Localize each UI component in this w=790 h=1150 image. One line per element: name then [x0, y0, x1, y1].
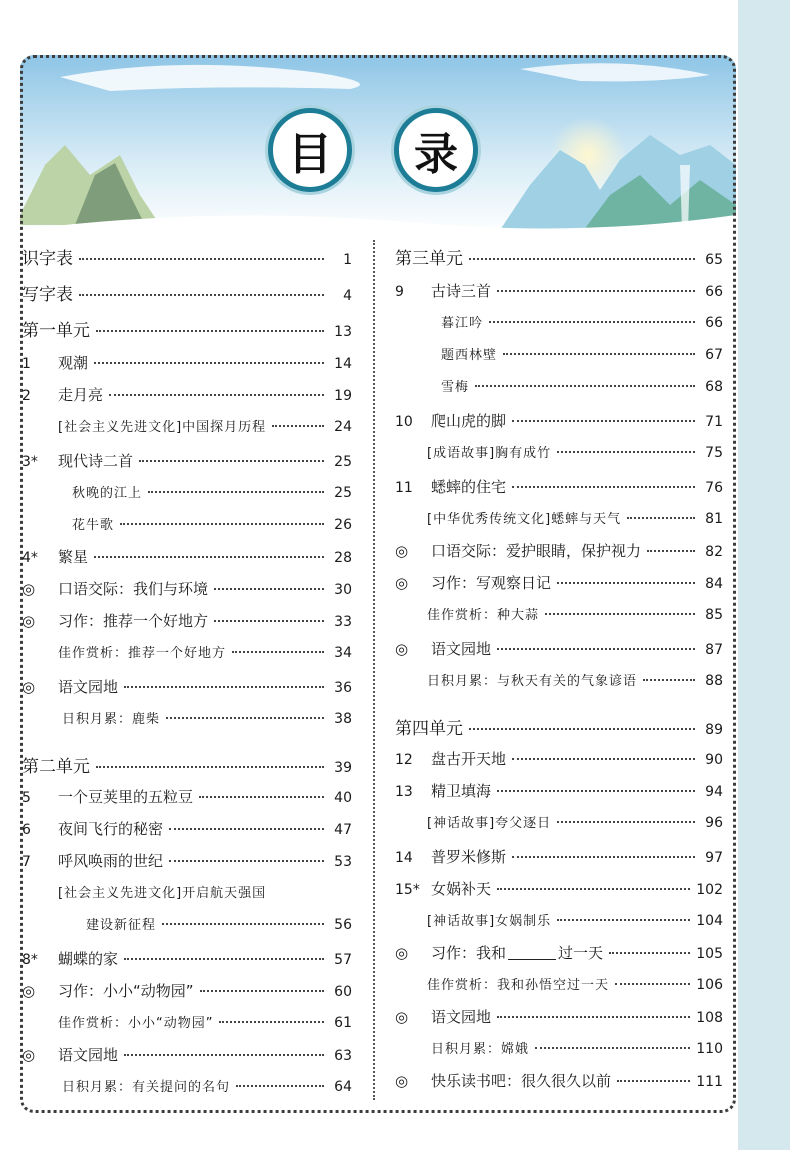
toc-entry[interactable]: ◎ 习作：小小“动物园” 60: [22, 982, 352, 1000]
page-title: [268, 108, 478, 192]
toc-entry[interactable]: ◎ 快乐读书吧：很久很久以前 111: [395, 1072, 723, 1090]
toc-entry[interactable]: 佳作赏析：推荐一个好地方 34: [58, 645, 352, 661]
toc-entry[interactable]: ◎ 口语交际：我们与环境 30: [22, 580, 352, 598]
toc-entry[interactable]: 佳作赏析：我和孙悟空过一天 106: [427, 977, 723, 993]
toc-entry[interactable]: 15* 女娲补天 102: [395, 880, 723, 898]
toc-entry[interactable]: 佳作赏析：种大蒜 85: [427, 607, 723, 623]
toc-entry[interactable]: 3* 现代诗二首 25: [22, 452, 352, 470]
toc-entry[interactable]: 7 呼风唤雨的世纪 53: [22, 852, 352, 870]
toc-entry[interactable]: 佳作赏析：小小“动物园” 61: [58, 1015, 352, 1031]
toc-entry[interactable]: 日积月累：有关提问的名句 64: [62, 1079, 352, 1095]
fill-blank: [508, 959, 556, 960]
toc-entry[interactable]: ◎ 语文园地 36: [22, 678, 352, 696]
toc-entry[interactable]: ◎ 习作：推荐一个好地方 33: [22, 612, 352, 630]
toc-entry[interactable]: 识字表 1: [22, 249, 352, 269]
toc-entry[interactable]: 写字表 4: [22, 285, 352, 305]
right-strip: [738, 0, 790, 1150]
toc-entry[interactable]: 日积月累：与秋天有关的气象谚语 88: [427, 673, 723, 689]
toc-entry[interactable]: 8* 蝴蝶的家 57: [22, 950, 352, 968]
toc-entry[interactable]: 11 蟋蟀的住宅 76: [395, 478, 723, 496]
toc-entry[interactable]: [中华优秀传统文化]蟋蟀与天气 81: [427, 511, 723, 527]
toc-entry[interactable]: 日积月累：鹿柴 38: [62, 711, 352, 727]
toc-entry[interactable]: 第一单元 13: [22, 321, 352, 341]
toc-entry[interactable]: [社会主义先进文化]中国探月历程 24: [58, 419, 352, 435]
column-divider: [373, 240, 375, 1100]
toc-entry[interactable]: ◎ 语文园地 63: [22, 1046, 352, 1064]
toc-entry[interactable]: 暮江吟 66: [441, 315, 723, 331]
toc-entry[interactable]: ◎ 口语交际：爱护眼睛，保护视力 82: [395, 542, 723, 560]
toc-entry[interactable]: 第三单元 65: [395, 249, 723, 269]
toc-entry[interactable]: 建设新征程 56: [86, 917, 352, 933]
toc-entry[interactable]: 题西林壁 67: [441, 347, 723, 363]
toc-entry[interactable]: [社会主义先进文化]开启航天强国: [58, 886, 267, 901]
toc-entry[interactable]: ◎ 习作：我和 过一天 105: [395, 944, 723, 962]
toc-entry[interactable]: 雪梅 68: [441, 379, 723, 395]
toc-entry[interactable]: 1 观潮 14: [22, 354, 352, 372]
toc-entry[interactable]: 第二单元 39: [22, 757, 352, 777]
toc-entry[interactable]: 2 走月亮 19: [22, 386, 352, 404]
toc-entry[interactable]: 秋晚的江上 25: [72, 485, 352, 501]
toc-entry[interactable]: 14 普罗米修斯 97: [395, 848, 723, 866]
title-char-1: 目: [268, 108, 352, 192]
toc-entry[interactable]: 第四单元 89: [395, 719, 723, 739]
toc-entry[interactable]: ◎ 语文园地 87: [395, 640, 723, 658]
toc-entry[interactable]: [成语故事]胸有成竹 75: [427, 445, 723, 461]
toc-entry[interactable]: 花牛歌 26: [72, 517, 352, 533]
toc-entry[interactable]: 日积月累：嫦娥 110: [431, 1041, 723, 1057]
toc-entry[interactable]: ◎ 语文园地 108: [395, 1008, 723, 1026]
toc-entry[interactable]: [神话故事]女娲制乐 104: [427, 913, 723, 929]
toc-entry[interactable]: 10 爬山虎的脚 71: [395, 412, 723, 430]
title-char-2: 录: [394, 108, 478, 192]
toc-entry[interactable]: ◎ 习作：写观察日记 84: [395, 574, 723, 592]
toc-entry[interactable]: 5 一个豆荚里的五粒豆 40: [22, 788, 352, 806]
toc-entry[interactable]: 9 古诗三首 66: [395, 282, 723, 300]
toc-entry[interactable]: 12 盘古开天地 90: [395, 750, 723, 768]
toc-entry[interactable]: [神话故事]夸父逐日 96: [427, 815, 723, 831]
toc-entry[interactable]: 13 精卫填海 94: [395, 782, 723, 800]
toc-entry[interactable]: 6 夜间飞行的秘密 47: [22, 820, 352, 838]
toc-entry[interactable]: 4* 繁星 28: [22, 548, 352, 566]
